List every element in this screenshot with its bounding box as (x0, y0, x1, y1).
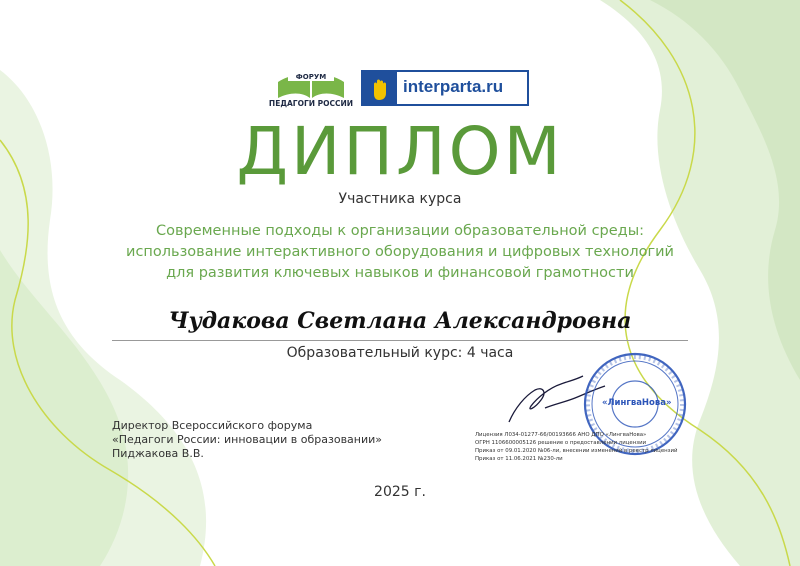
recipient-name: Чудакова Светлана Александровна (168, 308, 632, 334)
participant-label: Участника курса (338, 191, 462, 207)
name-underline (112, 340, 688, 341)
interparta-logo-text: interparta.ru (403, 77, 504, 96)
course-title (100, 221, 700, 284)
director-forum: «Педагоги России: инновации в образовании» (112, 433, 383, 446)
year: 2025 г. (374, 484, 426, 500)
license-line: Приказ от 11.06.2021 №230-ли (475, 456, 563, 462)
forum-logo-top-text: ФОРУМ (295, 73, 327, 81)
course-hours: Образовательный курс: 4 часа (286, 345, 514, 361)
director-name: Пиджакова В.В. (112, 447, 204, 460)
forum-logo-bottom-text: ПЕДАГОГИ РОССИИ (268, 99, 354, 108)
course-title-line: использование интерактивного оборудования и цифровых технологий (126, 244, 674, 260)
director-title: Директор Всероссийского форума (112, 419, 313, 432)
director-block (112, 419, 432, 461)
forum-logo (268, 66, 354, 110)
diploma-title: ДИПЛОМ (236, 113, 564, 190)
interparta-logo (361, 70, 529, 106)
license-line: Лицензия Л034-01277-66/00193666 АНО ДПО «ЛингваНова» (475, 432, 647, 438)
license-block (475, 431, 715, 463)
license-line: ОГРН 1106600005126 решение о предоставлении лицензии (475, 440, 647, 446)
course-title-line: для развития ключевых навыков и финансовой грамотности (166, 265, 634, 281)
hand-icon (363, 72, 397, 104)
stamp-text: «ЛингваНова» (602, 398, 672, 408)
course-title-line: Современные подходы к организации образовательной среды: (155, 223, 645, 239)
license-line: Приказ от 09.01.2020 №06-ли, внесении изменений в реестр лицензий (475, 448, 678, 454)
